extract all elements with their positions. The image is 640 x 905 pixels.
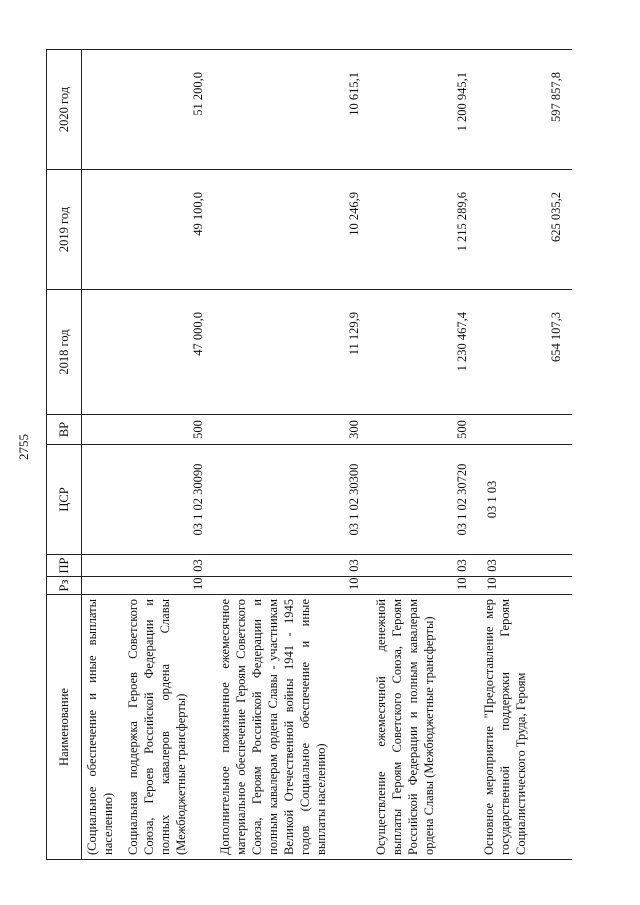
row-csr: 03 1 02 30300 — [214, 445, 370, 555]
row-2018 — [82, 290, 123, 415]
table-row — [214, 50, 370, 860]
row-rz: 10 — [370, 577, 478, 595]
row-pr: 03 — [214, 555, 370, 577]
header-name: Наименование — [47, 595, 82, 860]
row-csr — [82, 445, 123, 555]
row-2019 — [82, 170, 123, 290]
row-2020: 10 615,1 — [214, 50, 370, 170]
rotated-page — [46, 50, 591, 860]
row-2020: 51 200,0 — [122, 50, 214, 170]
row-rz — [82, 577, 123, 595]
row-csr: 03 1 03 — [478, 445, 572, 555]
row-pr: 03 — [478, 555, 572, 577]
row-vr — [478, 415, 572, 445]
header-2020: 2020 год — [47, 50, 82, 170]
row-vr: 500 — [370, 415, 478, 445]
row-name — [370, 595, 478, 860]
row-2019: 1 215 289,6 — [370, 170, 478, 290]
row-name — [122, 595, 214, 860]
header-row — [47, 50, 82, 860]
row-vr: 500 — [122, 415, 214, 445]
table-row — [478, 50, 572, 860]
row-name-text: (Социальное обеспечение и иные выплаты населению) — [85, 599, 115, 855]
row-2018: 47 000,0 — [122, 290, 214, 415]
row-2019: 49 100,0 — [122, 170, 214, 290]
row-2018: 1 230 467,4 — [370, 290, 478, 415]
header-2018: 2018 год — [47, 290, 82, 415]
row-vr — [82, 415, 123, 445]
row-vr: 300 — [214, 415, 370, 445]
row-name-text: Социальная поддержка Героев Советского Союза, Героев Российской Федерации и полных кавалеров ордена Славы (Межбюджетные трансферты) — [126, 599, 188, 855]
row-2018: 11 129,9 — [214, 290, 370, 415]
row-pr: 03 — [370, 555, 478, 577]
table-row-intro — [82, 50, 123, 860]
row-csr: 03 1 02 30090 — [122, 445, 214, 555]
row-rz: 10 — [214, 577, 370, 595]
header-csr: ЦСР — [47, 445, 82, 555]
row-name-text: Дополнительное пожизненное ежемесячное материальное обеспечение Героям Советского Союза, Героям Российской Федерации и полным кавалерам ордена Славы - участникам Великой Отечественной войны 1941 - 1945 годов (Социальное обеспечение и иные выплаты населению) — [218, 599, 328, 855]
row-pr: 03 — [122, 555, 214, 577]
row-rz: 10 — [122, 577, 214, 595]
table-row — [122, 50, 214, 860]
row-name-text: Основное мероприятие "Предоставление мер государственной поддержки Героям Социалистического Труда, Героям — [482, 599, 528, 855]
budget-table — [46, 49, 572, 860]
row-2019: 625 035,2 — [478, 170, 572, 290]
row-name — [82, 595, 123, 860]
header-rz: Рз — [47, 577, 82, 595]
row-2019: 10 246,9 — [214, 170, 370, 290]
header-2019: 2019 год — [47, 170, 82, 290]
header-vr: ВР — [47, 415, 82, 445]
row-csr: 03 1 02 30720 — [370, 445, 478, 555]
row-rz: 10 — [478, 577, 572, 595]
row-2020: 1 200 945,1 — [370, 50, 478, 170]
table-row — [370, 50, 478, 860]
page-number: 2755 — [16, 434, 31, 460]
header-pr: ПР — [47, 555, 82, 577]
row-name — [478, 595, 572, 860]
row-2020: 597 857,8 — [478, 50, 572, 170]
row-name-text: Осуществление ежемесячной денежной выплаты Героям Советского Союза, Героям Российской Федерации и полным кавалерам ордена Славы (Межбюджетные трансферты) — [374, 599, 436, 855]
row-pr — [82, 555, 123, 577]
row-2018: 654 107,3 — [478, 290, 572, 415]
row-2020 — [82, 50, 123, 170]
row-name — [214, 595, 370, 860]
